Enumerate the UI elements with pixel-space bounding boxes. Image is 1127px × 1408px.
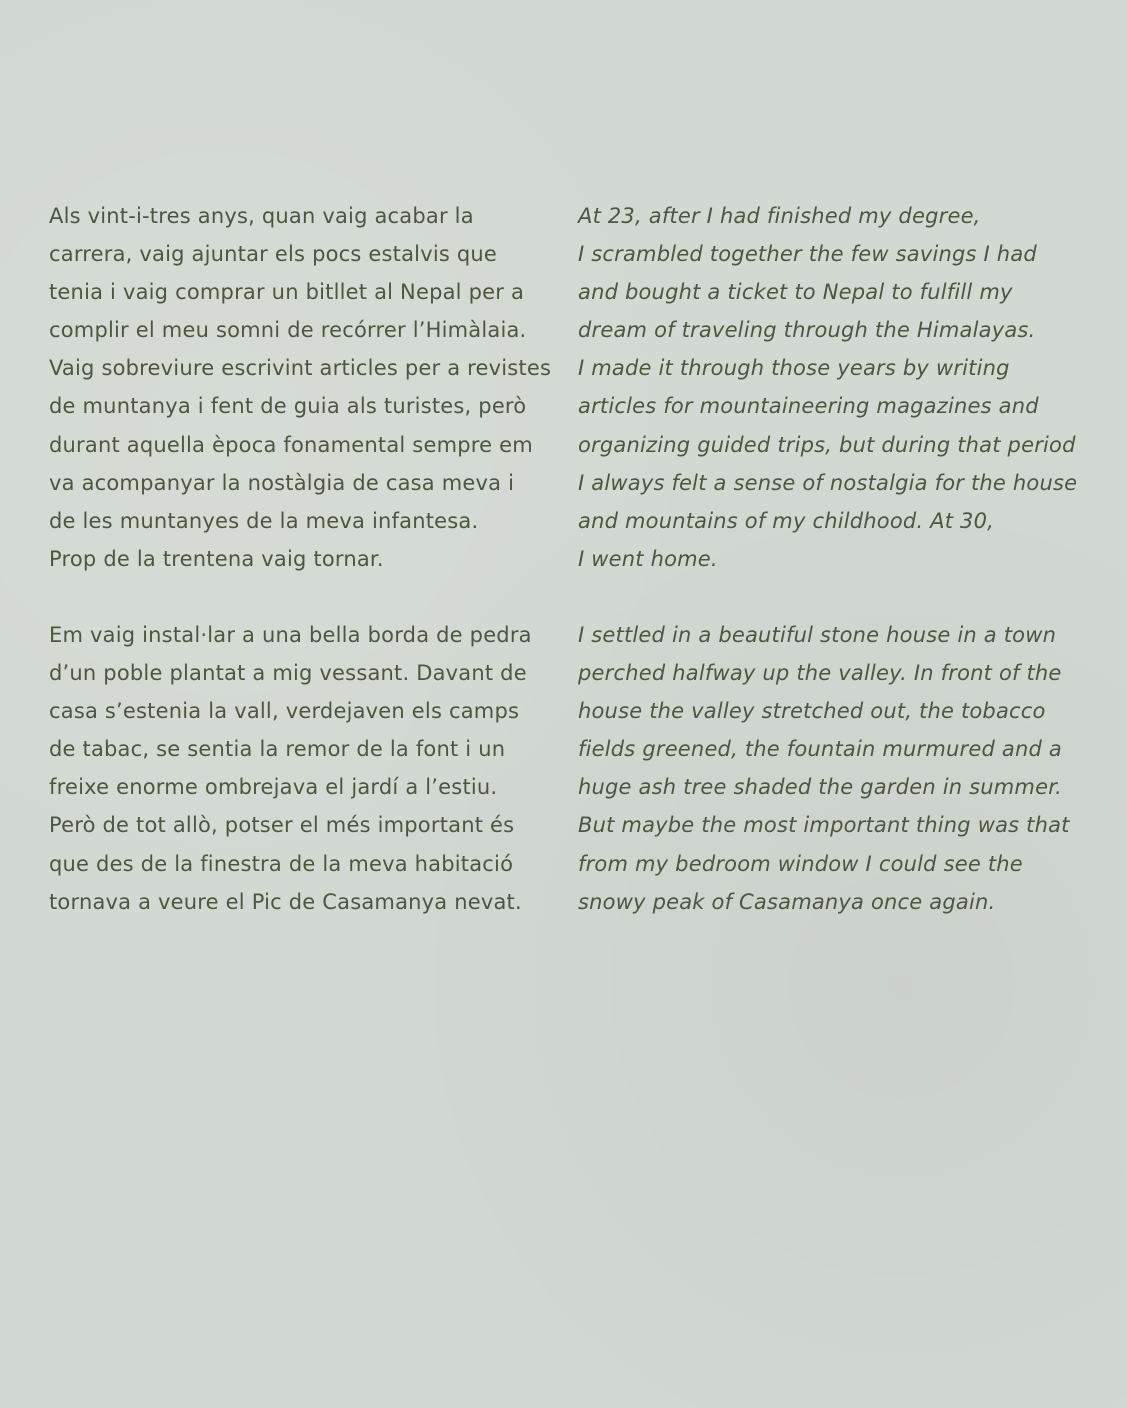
catalan-paragraph-1-line-1: Als vint-i-tres anys, quan vaig acabar la [49,204,474,228]
english-paragraph-1-line-2: I scrambled together the few savings I had [578,242,1037,267]
english-paragraph-2-line-7: from my bedroom window I could see the [578,851,1023,876]
english-paragraph-1-line-8: I always felt a sense of nostalgia for the house [578,470,1078,495]
catalan-paragraph-2-line-8: tornava a veure el Pic de Casamanya nevat. [49,889,522,914]
english-paragraph-1-line-3: and bought a ticket to Nepal to fulfill my [578,280,1013,305]
english-paragraph-1-line-10: I went home. [578,546,718,571]
english-paragraph-2-line-5: huge ash tree shaded the garden in summer. [578,775,1062,800]
english-column [578,197,1098,921]
catalan-paragraph-2-line-7: que des de la finestra de la meva habitació [49,851,514,876]
catalan-paragraph-1-line-10: Prop de la trentena vaig tornar. [49,546,384,571]
catalan-paragraph-2-line-5: freixe enorme ombrejava el jardí a l’estiu. [49,775,498,800]
catalan-paragraph-2-line-6: Però de tot allò, potser el més important és [49,813,515,838]
english-paragraph-2-line-6: But maybe the most important thing was that [578,813,1070,838]
english-paragraph-2-line-3: house the valley stretched out, the tobacco [578,699,1046,724]
catalan-paragraph-2-line-3: casa s’estenia la vall, verdejaven els camps [49,699,520,724]
english-paragraph-1-line-1: At 23, after I had finished my degree, [578,204,981,228]
catalan-paragraph-2-line-1: Em vaig instal·lar a una bella borda de pedra [49,622,532,647]
catalan-paragraph-1-line-5: Vaig sobreviure escrivint articles per a revistes [49,356,552,381]
catalan-paragraph-1-line-3: tenia i vaig comprar un bitllet al Nepal per a [49,280,525,305]
english-paragraph-1-line-7: organizing guided trips, but during that period [578,432,1076,457]
english-paragraph-2-line-2: perched halfway up the valley. In front of the [578,661,1062,686]
catalan-paragraph-1 [49,197,559,578]
english-paragraph-1-line-4: dream of traveling through the Himalayas. [578,318,1036,343]
english-paragraph-2 [578,616,1098,921]
english-paragraph-1-line-6: articles for mountaineering magazines and [578,394,1039,419]
catalan-paragraph-2-line-2: d’un poble plantat a mig vessant. Davant de [49,661,527,686]
english-paragraph-1-line-9: and mountains of my childhood. At 30, [578,508,995,533]
catalan-paragraph-1-line-4: complir el meu somni de recórrer l’Himàlaia. [49,318,527,343]
catalan-paragraph-2-line-4: de tabac, se sentia la remor de la font i un [49,737,506,762]
catalan-paragraph-1-line-2: carrera, vaig ajuntar els pocs estalvis que [49,242,498,267]
catalan-paragraph-1-line-7: durant aquella època fonamental sempre em [49,432,533,457]
english-paragraph-2-line-8: snowy peak of Casamanya once again. [578,889,996,914]
english-paragraph-2-line-1: I settled in a beautiful stone house in a town [578,622,1057,647]
catalan-paragraph-1-line-6: de muntanya i fent de guia als turistes, però [49,394,527,419]
english-paragraph-1-line-5: I made it through those years by writing [578,356,1010,381]
catalan-column [49,197,559,921]
catalan-paragraph-1-line-8: va acompanyar la nostàlgia de casa meva i [49,470,515,495]
english-paragraph-1 [578,197,1098,578]
catalan-paragraph-1-line-9: de les muntanyes de la meva infantesa. [49,508,479,533]
catalan-paragraph-2 [49,616,559,921]
english-paragraph-2-line-4: fields greened, the fountain murmured and a [578,737,1062,762]
